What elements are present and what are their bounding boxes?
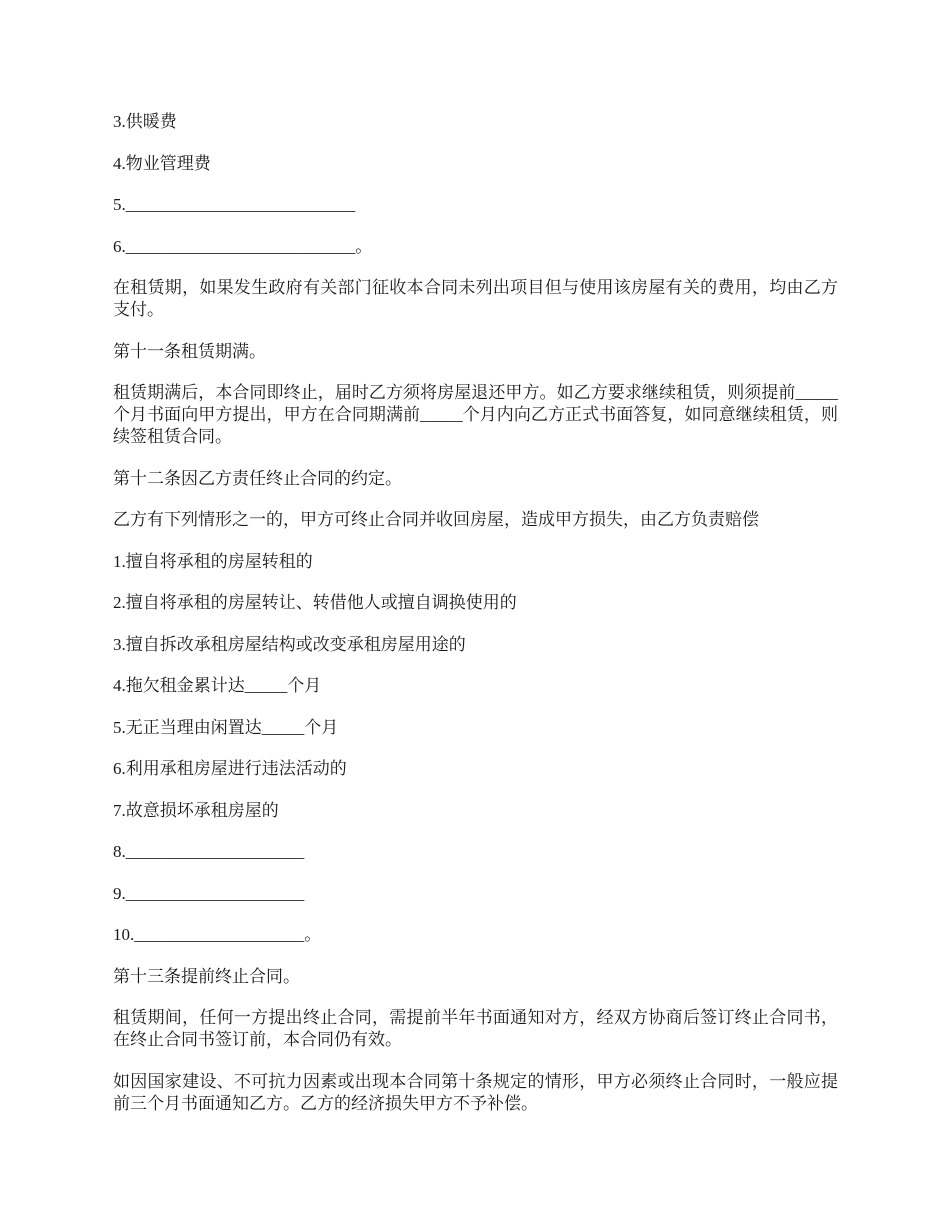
fee-clause-paragraph: 在租赁期，如果发生政府有关部门征收本合同未列出项目但与使用该房屋有关的费用，均由乙方支付。 xyxy=(113,278,838,319)
fee-item-blank-5: 5.___________________________ xyxy=(113,195,356,214)
article-12-item-4: 4.拖欠租金累计达_____个月 xyxy=(113,676,322,695)
article-12-item-3: 3.擅自拆改承租房屋结构或改变承租房屋用途的 xyxy=(113,634,466,654)
article-11-heading: 第十一条租赁期满。 xyxy=(113,341,266,361)
article-12-item-10: 10.____________________。 xyxy=(113,925,322,944)
article-12-item-2: 2.擅自将承租的房屋转让、转借他人或擅自调换使用的 xyxy=(113,593,517,612)
article-11-body: 租赁期满后，本合同即终止，届时乙方须将房屋退还甲方。如乙方要求继续租赁，则须提前_____个月书面向甲方提出，甲方在合同期满前_____个月内向乙方正式书面答复，如同意继续租赁，则续签租赁合同。 xyxy=(113,383,838,446)
article-12-item-6: 6.利用承租房屋进行违法活动的 xyxy=(113,759,347,778)
fee-item-blank-6: 6.___________________________。 xyxy=(113,236,373,256)
fee-item-heating: 3.供暖费 xyxy=(113,112,177,131)
article-12-intro: 乙方有下列情形之一的，甲方可终止合同并收回房屋，造成甲方损失，由乙方负责赔偿 xyxy=(113,510,759,529)
article-13-body-2: 如因国家建设、不可抗力因素或出现本合同第十条规定的情形，甲方必须终止合同时，一般应提前三个月书面通知乙方。乙方的经济损失甲方不予补偿。 xyxy=(113,1071,838,1113)
article-12-item-8: 8._____________________ xyxy=(113,842,305,861)
article-12-item-7: 7.故意损坏承租房屋的 xyxy=(113,800,279,820)
article-12-item-1: 1.擅自将承租的房屋转租的 xyxy=(113,551,313,571)
fee-item-property-management: 4.物业管理费 xyxy=(113,153,211,173)
article-12-heading: 第十二条因乙方责任终止合同的约定。 xyxy=(113,468,402,488)
article-12-item-9: 9._____________________ xyxy=(113,883,305,903)
article-12-item-5: 5.无正当理由闲置达_____个月 xyxy=(113,717,339,737)
article-13-body-1: 租赁期间，任何一方提出终止合同，需提前半年书面通知对方，经双方协商后签订终止合同书，在终止合同书签订前，本合同仍有效。 xyxy=(113,1008,838,1049)
article-13-heading: 第十三条提前终止合同。 xyxy=(113,966,300,986)
